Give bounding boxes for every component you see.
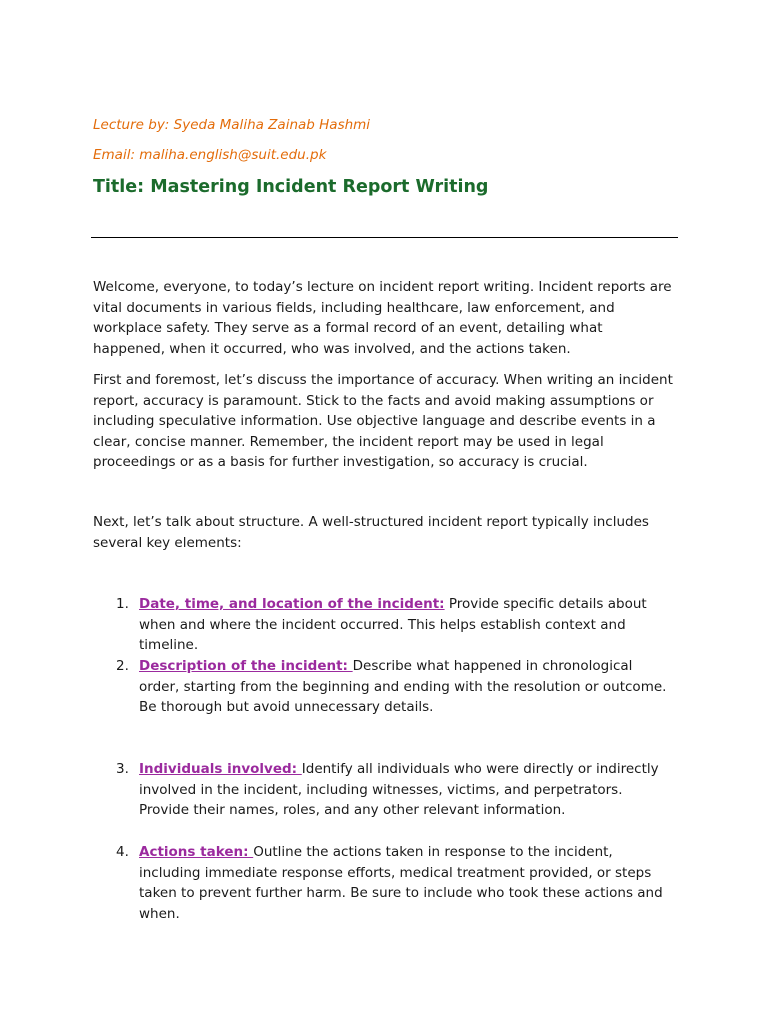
lecturer-line: Lecture by: Syeda Maliha Zainab Hashmi (93, 117, 371, 133)
list-item-text: Outline the actions taken in response to the incident, including immediate response efforts, medical treatment provided, or steps taken to prevent further harm. Be sure to include who took these actions and when. (139, 844, 663, 922)
list-item-body (139, 594, 669, 656)
list-item-body (139, 842, 669, 924)
list-item-body (139, 656, 669, 718)
list-item (93, 759, 678, 821)
list-item-text: Provide specific details about when and where the incident occurred. This helps establish context and timeline. (139, 596, 647, 654)
accuracy-paragraph: First and foremost, let’s discuss the importance of accuracy. When writing an incident report, accuracy is paramount. Stick to the facts and avoid making assumptions or including speculative information. Use objective language and describe events in a clear, concise manner. Remember, the incident report may be used in legal proceedings or as a basis for further investigation, so accuracy is crucial. (93, 372, 673, 471)
list-item (93, 594, 678, 656)
document-title: Title: Mastering Incident Report Writing (93, 177, 489, 197)
list-item (93, 842, 678, 924)
list-item-number: 3. (116, 761, 129, 777)
intro-paragraph: Welcome, everyone, to today’s lecture on incident report writing. Incident reports are vital documents in various fields, including healthcare, law enforcement, and workplace safety. They serve as a formal record of an event, detailing what happened, when it occurred, who was involved, and the actions taken. (93, 279, 672, 357)
list-item-body (139, 759, 669, 821)
list-item-text: Identify all individuals who were directly or indirectly involved in the incident, including witnesses, victims, and perpetrators. Provide their names, roles, and any other relevant information. (139, 761, 659, 819)
email-line: Email: maliha.english@suit.edu.pk (93, 147, 327, 163)
list-item-heading-link[interactable]: Date, time, and location of the incident: (139, 596, 445, 612)
list-item-heading-link[interactable]: Description of the incident: (139, 658, 353, 674)
list-item-number: 1. (116, 596, 129, 612)
list-item-heading-link[interactable]: Actions taken: (139, 844, 254, 860)
structure-paragraph: Next, let’s talk about structure. A well-structured incident report typically includes several key elements: (93, 514, 649, 551)
list-item-number: 2. (116, 658, 129, 674)
list-item-text: Describe what happened in chronological order, starting from the beginning and ending with the resolution or outcome. Be thorough but avoid unnecessary details. (139, 658, 667, 716)
list-item-heading-link[interactable]: Individuals involved: (139, 761, 302, 777)
list-item-number: 4. (116, 844, 129, 860)
list-item (93, 656, 678, 718)
horizontal-divider (91, 237, 678, 238)
